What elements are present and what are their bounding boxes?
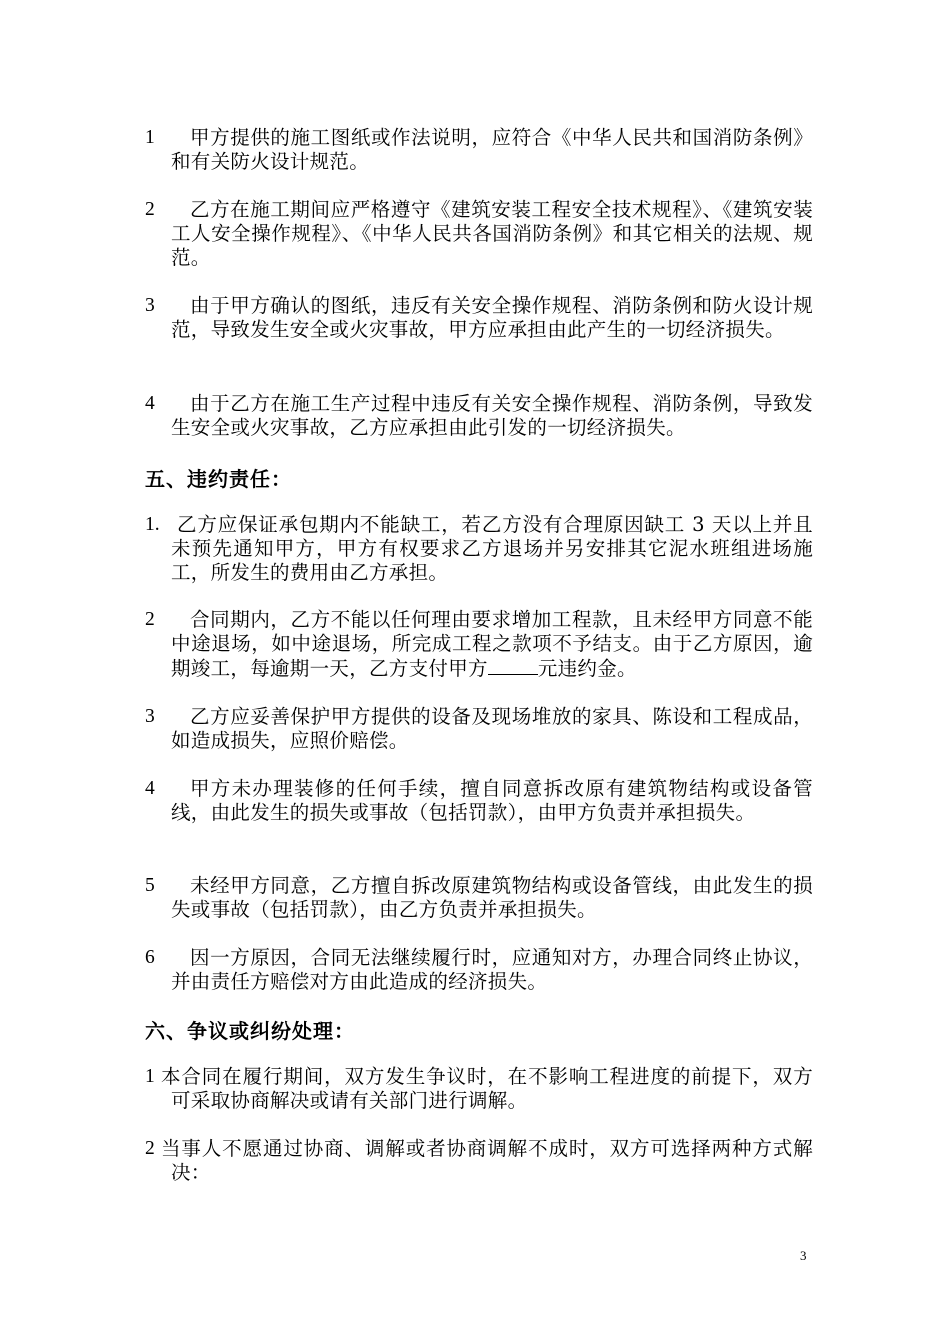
clause-text: 甲方未办理装修的任何手续，擅自同意拆改原有建筑物结构或设备管线，由此发生的损失或事故（包括罚款），由甲方负责并承担损失。: [171, 777, 813, 824]
clause-5-6: [145, 946, 813, 994]
clause-6-2: [145, 1137, 813, 1185]
clause-number: 2: [145, 1138, 155, 1159]
clause-5-4: [145, 777, 813, 825]
clause-number: 1: [145, 127, 155, 148]
clause-4-1: [145, 126, 813, 174]
clause-number: 3: [145, 295, 155, 316]
clause-5-1: [145, 513, 813, 585]
amount-blank: [488, 656, 538, 675]
clause-number: 5: [145, 875, 155, 896]
clause-4-3: [145, 294, 813, 342]
clause-5-3: [145, 705, 813, 753]
section-heading-dispute: 六、争议或纠纷处理：: [145, 1019, 355, 1043]
clause-text: 因一方原因，合同无法继续履行时，应通知对方，办理合同终止协议，并由责任方赔偿对方由此造成的经济损失。: [171, 946, 813, 993]
clause-number: 1.: [145, 514, 160, 535]
clause-text: 当事人不愿通过协商、调解或者协商调解不成时，双方可选择两种方式解决：: [161, 1137, 813, 1184]
clause-number: 6: [145, 947, 155, 968]
clause-text: 由于乙方在施工生产过程中违反有关安全操作规程、消防条例，导致发生安全或火灾事故，乙方应承担由此引发的一切经济损失。: [171, 392, 813, 439]
clause-text-before: 合同期内，乙方不能以任何理由要求增加工程款，且未经甲方同意不能中途退场，如中途退场，所完成工程之款项不予结支。由于乙方原因，逾期竣工，每逾期一天，乙方支付甲方: [171, 608, 813, 680]
clause-number: 3: [145, 706, 155, 727]
clause-number: 2: [145, 609, 155, 630]
clause-4-2: [145, 198, 813, 270]
clause-number: 2: [145, 199, 155, 220]
clause-number: 4: [145, 393, 155, 414]
clause-text: 由于甲方确认的图纸，违反有关安全操作规程、消防条例和防火设计规范，导致发生安全或火灾事故，甲方应承担由此产生的一切经济损失。: [171, 294, 813, 341]
clause-5-2: [145, 608, 813, 681]
clause-text: 甲方提供的施工图纸或作法说明，应符合《中华人民共和国消防条例》和有关防火设计规范。: [171, 126, 813, 173]
clause-text: 乙方应妥善保护甲方提供的设备及现场堆放的家具、陈设和工程成品，如造成损失，应照价赔偿。: [171, 705, 813, 752]
clause-text-after: 元违约金。: [537, 657, 637, 680]
clause-text: 乙方在施工期间应严格遵守《建筑安装工程安全技术规程》、《建筑安装工人安全操作规程》、《中华人民共各国消防条例》和其它相关的法规、规范。: [171, 198, 813, 269]
clause-text: 本合同在履行期间，双方发生争议时，在不影响工程进度的前提下，双方可采取协商解决或请有关部门进行调解。: [161, 1065, 813, 1112]
section-heading-breach: 五、违约责任：: [145, 467, 292, 491]
clause-text: [171, 608, 813, 681]
clause-text: 未经甲方同意，乙方擅自拆改原建筑物结构或设备管线，由此发生的损失或事故（包括罚款），由乙方负责并承担损失。: [171, 874, 813, 921]
clause-text: 乙方应保证承包期内不能缺工，若乙方没有合理原因缺工 3 天以上并且未预先通知甲方，甲方有权要求乙方退场并另安排其它泥水班组进场施工，所发生的费用由乙方承担。: [171, 513, 813, 584]
clause-5-5: [145, 874, 813, 922]
clause-6-1: [145, 1065, 813, 1113]
clause-number: 1: [145, 1066, 155, 1087]
page-number: 3: [800, 1248, 807, 1263]
clause-number: 4: [145, 778, 155, 799]
clause-4-4: [145, 392, 813, 440]
